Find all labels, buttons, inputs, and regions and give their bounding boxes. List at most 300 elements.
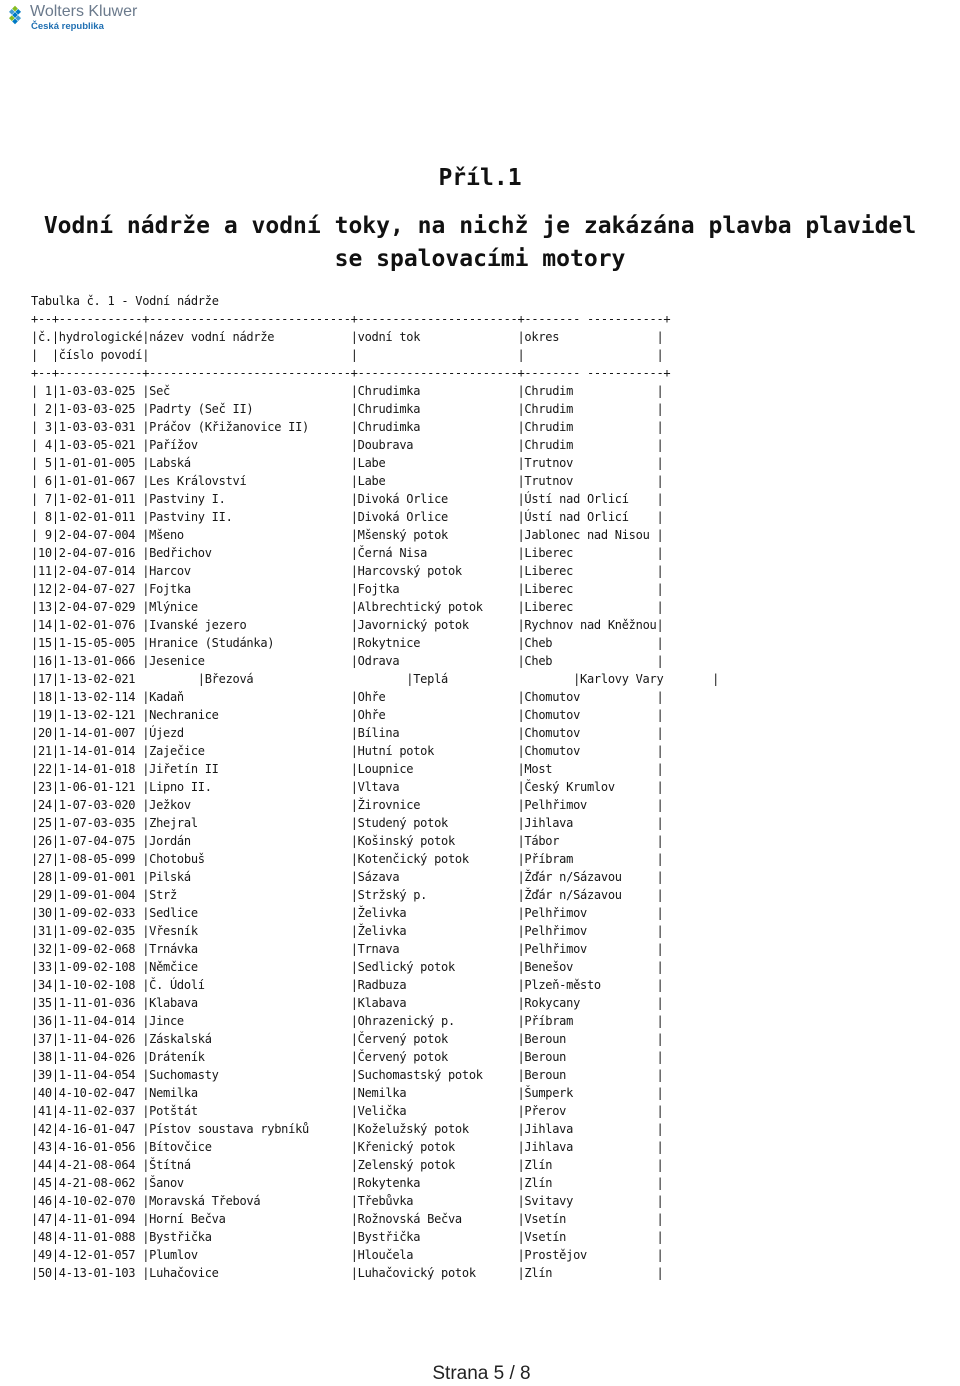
row-number: | 40: [31, 1084, 52, 1102]
district-name: | Beroun: [517, 1048, 656, 1066]
reservoir-name: | Suchomasty: [142, 1066, 351, 1084]
hydrological-code: | 1-10-02-108: [52, 976, 142, 994]
table-row: [31, 796, 719, 814]
table-row: [31, 1174, 719, 1192]
district-name: | Pelhřimov: [517, 796, 656, 814]
row-number: | 43: [31, 1138, 52, 1156]
logo-region: Česká republika: [31, 21, 104, 32]
district-name: | Ústí nad Orlicí: [517, 490, 656, 508]
table-row: [31, 544, 719, 562]
reservoir-name: | Jiřetín II: [142, 760, 351, 778]
row-end-border: [656, 886, 663, 904]
row-end-border: [656, 580, 663, 598]
hydrological-code: | 1-14-01-014: [52, 742, 142, 760]
district-name: | Chrudim: [517, 436, 656, 454]
hydrological-code: | 1-13-01-066: [52, 652, 142, 670]
hydrological-code: | 2-04-07-014: [52, 562, 142, 580]
reservoir-name: | Březová: [198, 670, 407, 688]
river-name: | Koželužský potok: [351, 1120, 518, 1138]
table-row: [31, 1138, 719, 1156]
row-number: | 23: [31, 778, 52, 796]
river-name: | Loupnice: [351, 760, 518, 778]
row-end-border: [656, 1228, 663, 1246]
district-name: | Pelhřimov: [517, 922, 656, 940]
table-row: [31, 958, 719, 976]
row-number: | 29: [31, 886, 52, 904]
reservoir-name: | Č. Údolí: [142, 976, 351, 994]
reservoir-name: | Hranice (Studánka): [142, 634, 351, 652]
river-name: | Sedlický potok: [351, 958, 518, 976]
row-number: | 7: [31, 490, 52, 508]
reservoir-name: | Práčov (Křižanovice II): [142, 418, 351, 436]
reservoir-name: | Seč: [142, 382, 351, 400]
row-number: | 9: [31, 526, 52, 544]
hydrological-code: | 1-14-01-007: [52, 724, 142, 742]
reservoir-name: | Luhačovice: [142, 1264, 351, 1282]
hydrological-code: | 1-03-05-021: [52, 436, 142, 454]
table-row: [31, 1048, 719, 1066]
river-name: | Trnava: [351, 940, 518, 958]
district-name: | Zlín: [517, 1264, 656, 1282]
hydrological-code: | 1-07-03-035: [52, 814, 142, 832]
hydrological-code: | 1-09-02-108: [52, 958, 142, 976]
table-row: [31, 1264, 719, 1282]
river-name: | Javornický potok: [351, 616, 518, 634]
river-name: | Třebůvka: [351, 1192, 518, 1210]
logo-brand-name: Wolters Kluwer: [30, 3, 138, 20]
table-row: [31, 832, 719, 850]
district-name: | Chomutov: [517, 706, 656, 724]
table-row: [31, 1210, 719, 1228]
column-header-river: | vodní tok: [351, 328, 518, 346]
hydrological-code: | 4-16-01-056: [52, 1138, 142, 1156]
river-name: | Ohře: [351, 688, 518, 706]
table-row: [31, 598, 719, 616]
document-heading-line-2: se spalovacími motory: [334, 246, 626, 272]
row-end-border: [656, 904, 663, 922]
hydrological-code: | 1-11-04-014: [52, 1012, 142, 1030]
district-name: | Ústí nad Orlicí: [517, 508, 656, 526]
district-name: | Chrudim: [517, 382, 656, 400]
hydrological-code: | 4-21-08-064: [52, 1156, 142, 1174]
river-name: | Radbuza: [351, 976, 518, 994]
district-name: | Zlín: [517, 1174, 656, 1192]
district-name: | Cheb: [517, 634, 656, 652]
row-end-border: [656, 1210, 663, 1228]
reservoir-name: | Lipno II.: [142, 778, 351, 796]
hydrological-code: | 1-03-03-025: [52, 382, 142, 400]
district-name: | Beroun: [517, 1030, 656, 1048]
district-name: | Chrudim: [517, 418, 656, 436]
river-name: | Labe: [351, 472, 518, 490]
district-name: | Rokycany: [517, 994, 656, 1012]
table-rule: +--+------------+-----------------------------+-----------------------+-------- -----------+: [31, 312, 671, 326]
row-end-border: [656, 832, 663, 850]
river-name: | Velička: [351, 1102, 518, 1120]
hydrological-code: | 4-13-01-103: [52, 1264, 142, 1282]
row-end-border: [656, 436, 663, 454]
river-name: | Suchomastský potok: [351, 1066, 518, 1084]
table-row: [31, 1228, 719, 1246]
reservoir-name: | Újezd: [142, 724, 351, 742]
row-end-border: [656, 1102, 663, 1120]
row-number: | 20: [31, 724, 52, 742]
table-row: [31, 1192, 719, 1210]
row-end-border: [656, 796, 663, 814]
wolters-kluwer-logo-icon: [2, 2, 28, 28]
row-number: | 12: [31, 580, 52, 598]
row-end-border: [656, 1030, 663, 1048]
row-end-border: [712, 670, 719, 688]
river-name: | Luhačovický potok: [351, 1264, 518, 1282]
reservoir-name: | Horní Bečva: [142, 1210, 351, 1228]
river-name: | Červený potok: [351, 1048, 518, 1066]
table-row: [31, 1084, 719, 1102]
table-row: [31, 562, 719, 580]
table-row: [31, 742, 719, 760]
table-row: [31, 382, 719, 400]
row-end-border: [656, 706, 663, 724]
table-row: [31, 454, 719, 472]
district-name: | Chrudim: [517, 400, 656, 418]
hydrological-code: | 1-03-03-025: [52, 400, 142, 418]
row-end-border: [656, 922, 663, 940]
table-row: [31, 670, 719, 688]
table-header-row: [31, 346, 719, 364]
hydrological-code: | 2-04-07-029: [52, 598, 142, 616]
table-row: [31, 526, 719, 544]
row-end-border: [656, 868, 663, 886]
hydrological-code: | 1-01-01-005: [52, 454, 142, 472]
row-number: | 27: [31, 850, 52, 868]
reservoir-name: | Bystřička: [142, 1228, 351, 1246]
river-name: | Vltava: [351, 778, 518, 796]
river-name: | Albrechtický potok: [351, 598, 518, 616]
reservoir-name: | Padrty (Seč II): [142, 400, 351, 418]
river-name: | Nemilka: [351, 1084, 518, 1102]
row-number: | 19: [31, 706, 52, 724]
district-name: | Beroun: [517, 1066, 656, 1084]
district-name: | Žďár n/Sázavou: [517, 886, 656, 904]
district-name: | Rychnov nad Kněžnou: [517, 616, 656, 634]
row-end-border: [656, 346, 663, 364]
hydrological-code: | 1-14-01-018: [52, 760, 142, 778]
river-name: | Studený potok: [351, 814, 518, 832]
reservoir-name: | Mšeno: [142, 526, 351, 544]
district-name: | Příbram: [517, 850, 656, 868]
river-name: | Chrudimka: [351, 400, 518, 418]
district-name: | Jihlava: [517, 1138, 656, 1156]
table-row: [31, 760, 719, 778]
reservoir-name: | Sedlice: [142, 904, 351, 922]
row-end-border: [656, 400, 663, 418]
river-name: | Rožnovská Bečva: [351, 1210, 518, 1228]
row-number: | 35: [31, 994, 52, 1012]
hydrological-code: | 1-09-01-004: [52, 886, 142, 904]
district-name: | Trutnov: [517, 454, 656, 472]
district-name: | Šumperk: [517, 1084, 656, 1102]
row-number: | 4: [31, 436, 52, 454]
district-name: | Pelhřimov: [517, 904, 656, 922]
table-row: [31, 724, 719, 742]
table-row: [31, 436, 719, 454]
table-row: [31, 886, 719, 904]
hydrological-code: | 4-11-02-037: [52, 1102, 142, 1120]
district-name: | Přerov: [517, 1102, 656, 1120]
hydrological-code: | 1-09-02-035: [52, 922, 142, 940]
river-name: | Fojtka: [351, 580, 518, 598]
reservoir-name: | Němčice: [142, 958, 351, 976]
row-number: | 10: [31, 544, 52, 562]
river-name: | Sázava: [351, 868, 518, 886]
table-row: [31, 976, 719, 994]
row-number: | 39: [31, 1066, 52, 1084]
hydrological-code: | 1-03-03-031: [52, 418, 142, 436]
hydrological-code: | 1-07-04-075: [52, 832, 142, 850]
row-end-border: [656, 472, 663, 490]
row-end-border: [656, 1192, 663, 1210]
table-row: [31, 904, 719, 922]
district-name: | Chomutov: [517, 742, 656, 760]
river-name: | Bílina: [351, 724, 518, 742]
column-header-river-blank: [351, 346, 518, 364]
reservoir-name: | Jince: [142, 1012, 351, 1030]
reservoir-name: | Klabava: [142, 994, 351, 1012]
hydrological-code: | 1-07-03-020: [52, 796, 142, 814]
page-number: Strana 5 / 8: [432, 1363, 531, 1384]
district-name: | Most: [517, 760, 656, 778]
table-row: [31, 634, 719, 652]
hydrological-code: | 1-11-04-054: [52, 1066, 142, 1084]
river-name: | Košinský potok: [351, 832, 518, 850]
table-row: [31, 1012, 719, 1030]
column-header-code-line2: | číslo povodí: [52, 346, 142, 364]
reservoir-name: | Pastviny II.: [142, 508, 351, 526]
river-name: | Kotenčický potok: [351, 850, 518, 868]
reservoir-name: | Harcov: [142, 562, 351, 580]
row-end-border: [656, 598, 663, 616]
hydrological-code: | 1-09-02-068: [52, 940, 142, 958]
row-end-border: [656, 760, 663, 778]
row-number: | 17: [31, 670, 52, 688]
row-number: | 50: [31, 1264, 52, 1282]
row-end-border: [656, 1174, 663, 1192]
row-end-border: [656, 616, 663, 634]
district-name: | Jablonec nad Nisou: [517, 526, 656, 544]
row-end-border: [656, 1120, 663, 1138]
river-name: | Chrudimka: [351, 382, 518, 400]
row-number: | 21: [31, 742, 52, 760]
reservoir-name: | Trnávka: [142, 940, 351, 958]
table-row: [31, 490, 719, 508]
river-name: | Klabava: [351, 994, 518, 1012]
reservoir-name: | Les Království: [142, 472, 351, 490]
hydrological-code: | 2-04-07-004: [52, 526, 142, 544]
hydrological-code: | 1-09-02-033: [52, 904, 142, 922]
reservoir-name: | Moravská Třebová: [142, 1192, 351, 1210]
district-name: | Prostějov: [517, 1246, 656, 1264]
table-row: [31, 508, 719, 526]
district-name: | Vsetín: [517, 1210, 656, 1228]
row-number: | 2: [31, 400, 52, 418]
reservoir-name: | Štítná: [142, 1156, 351, 1174]
row-number: | 36: [31, 1012, 52, 1030]
river-name: | Hloučela: [351, 1246, 518, 1264]
row-end-border: [656, 634, 663, 652]
table-row: [31, 1120, 719, 1138]
reservoir-name: | Ivanské jezero: [142, 616, 351, 634]
row-number: | 14: [31, 616, 52, 634]
river-name: | Žirovnice: [351, 796, 518, 814]
row-number: | 38: [31, 1048, 52, 1066]
table-row: [31, 994, 719, 1012]
table-row: [31, 472, 719, 490]
row-end-border: [656, 1048, 663, 1066]
reservoir-name: | Jesenice: [142, 652, 351, 670]
table-row: [31, 418, 719, 436]
row-number: | 11: [31, 562, 52, 580]
row-number: | 1: [31, 382, 52, 400]
reservoir-name: | Mlýnice: [142, 598, 351, 616]
hydrological-code: | 1-11-04-026: [52, 1048, 142, 1066]
hydrological-code: | 4-11-01-094: [52, 1210, 142, 1228]
reservoir-name: | Pilská: [142, 868, 351, 886]
reservoir-name: | Zhejral: [142, 814, 351, 832]
table-body: [31, 382, 719, 1282]
row-number: | 6: [31, 472, 52, 490]
reservoir-name: | Záskalská: [142, 1030, 351, 1048]
row-number: | 15: [31, 634, 52, 652]
table-row: [31, 688, 719, 706]
hydrological-code: | 1-02-01-011: [52, 490, 142, 508]
table-rule: +--+------------+-----------------------------+-----------------------+-------- -----------+: [31, 366, 671, 380]
river-name: | Labe: [351, 454, 518, 472]
district-name: | Pelhřimov: [517, 940, 656, 958]
hydrological-code: | 1-13-02-021: [52, 670, 198, 688]
row-number: | 18: [31, 688, 52, 706]
row-end-border: [656, 1084, 663, 1102]
row-end-border: [656, 688, 663, 706]
table-row: [31, 850, 719, 868]
river-name: | Křenický potok: [351, 1138, 518, 1156]
row-end-border: [656, 508, 663, 526]
reservoir-name: | Nechranice: [142, 706, 351, 724]
river-name: | Želivka: [351, 904, 518, 922]
hydrological-code: | 4-10-02-070: [52, 1192, 142, 1210]
reservoir-name: | Fojtka: [142, 580, 351, 598]
reservoir-name: | Bítovčice: [142, 1138, 351, 1156]
reservoir-name: | Šanov: [142, 1174, 351, 1192]
river-name: | Zelenský potok: [351, 1156, 518, 1174]
hydrological-code: | 4-16-01-047: [52, 1120, 142, 1138]
row-number: | 16: [31, 652, 52, 670]
row-number: | 37: [31, 1030, 52, 1048]
reservoir-name: | Pístov soustava rybníků: [142, 1120, 351, 1138]
row-number: | 25: [31, 814, 52, 832]
district-name: | Tábor: [517, 832, 656, 850]
row-end-border: [656, 490, 663, 508]
table-row: [31, 1066, 719, 1084]
column-header-number: | č.: [31, 328, 52, 346]
river-name: | Bystřička: [351, 1228, 518, 1246]
row-number: | 44: [31, 1156, 52, 1174]
row-end-border: [656, 724, 663, 742]
row-number: | 42: [31, 1120, 52, 1138]
row-number: | 34: [31, 976, 52, 994]
district-name: | Příbram: [517, 1012, 656, 1030]
row-number: | 46: [31, 1192, 52, 1210]
hydrological-code: | 1-13-02-121: [52, 706, 142, 724]
table-header-row: [31, 328, 719, 346]
hydrological-code: | 4-12-01-057: [52, 1246, 142, 1264]
row-number: | 5: [31, 454, 52, 472]
river-name: | Mšenský potok: [351, 526, 518, 544]
column-header-name-blank: [142, 346, 351, 364]
row-end-border: [656, 940, 663, 958]
reservoir-name: | Strž: [142, 886, 351, 904]
table-caption: Tabulka č. 1 - Vodní nádrže: [31, 294, 219, 308]
row-end-border: [656, 850, 663, 868]
table-row: [31, 652, 719, 670]
row-end-border: [656, 1138, 663, 1156]
row-number: | 28: [31, 868, 52, 886]
row-end-border: [656, 382, 663, 400]
river-name: | Rokytnice: [351, 634, 518, 652]
row-number: | 32: [31, 940, 52, 958]
reservoir-name: | Kadaň: [142, 688, 351, 706]
annex-label: Příl.1: [438, 165, 522, 191]
row-number: | 22: [31, 760, 52, 778]
row-end-border: [656, 1246, 663, 1264]
river-name: | Divoká Orlice: [351, 490, 518, 508]
table-row: [31, 706, 719, 724]
column-header-district-blank: [517, 346, 656, 364]
row-number: | 30: [31, 904, 52, 922]
row-end-border: [656, 1066, 663, 1084]
row-end-border: [656, 562, 663, 580]
row-end-border: [656, 418, 663, 436]
district-name: | Svitavy: [517, 1192, 656, 1210]
district-name: | Žďár n/Sázavou: [517, 868, 656, 886]
hydrological-code: | 1-11-04-026: [52, 1030, 142, 1048]
publisher-logo: [0, 0, 160, 36]
river-name: | Divoká Orlice: [351, 508, 518, 526]
row-number: | 8: [31, 508, 52, 526]
hydrological-code: | 1-01-01-067: [52, 472, 142, 490]
hydrological-code: | 1-06-01-121: [52, 778, 142, 796]
river-name: | Chrudimka: [351, 418, 518, 436]
table-row: [31, 778, 719, 796]
row-end-border: [656, 994, 663, 1012]
district-name: | Plzeň-město: [517, 976, 656, 994]
row-end-border: [656, 652, 663, 670]
row-end-border: [656, 742, 663, 760]
row-end-border: [656, 1264, 663, 1282]
column-header-name: | název vodní nádrže: [142, 328, 351, 346]
reservoir-name: | Potštát: [142, 1102, 351, 1120]
reservoir-name: | Bedřichov: [142, 544, 351, 562]
row-number: | 24: [31, 796, 52, 814]
river-name: | Stržský p.: [351, 886, 518, 904]
row-end-border: [656, 976, 663, 994]
river-name: | Rokytenka: [351, 1174, 518, 1192]
row-number: | 47: [31, 1210, 52, 1228]
reservoir-name: | Chotobuš: [142, 850, 351, 868]
river-name: | Hutní potok: [351, 742, 518, 760]
hydrological-code: | 2-04-07-027: [52, 580, 142, 598]
row-number: | 26: [31, 832, 52, 850]
reservoir-name: | Dráteník: [142, 1048, 351, 1066]
